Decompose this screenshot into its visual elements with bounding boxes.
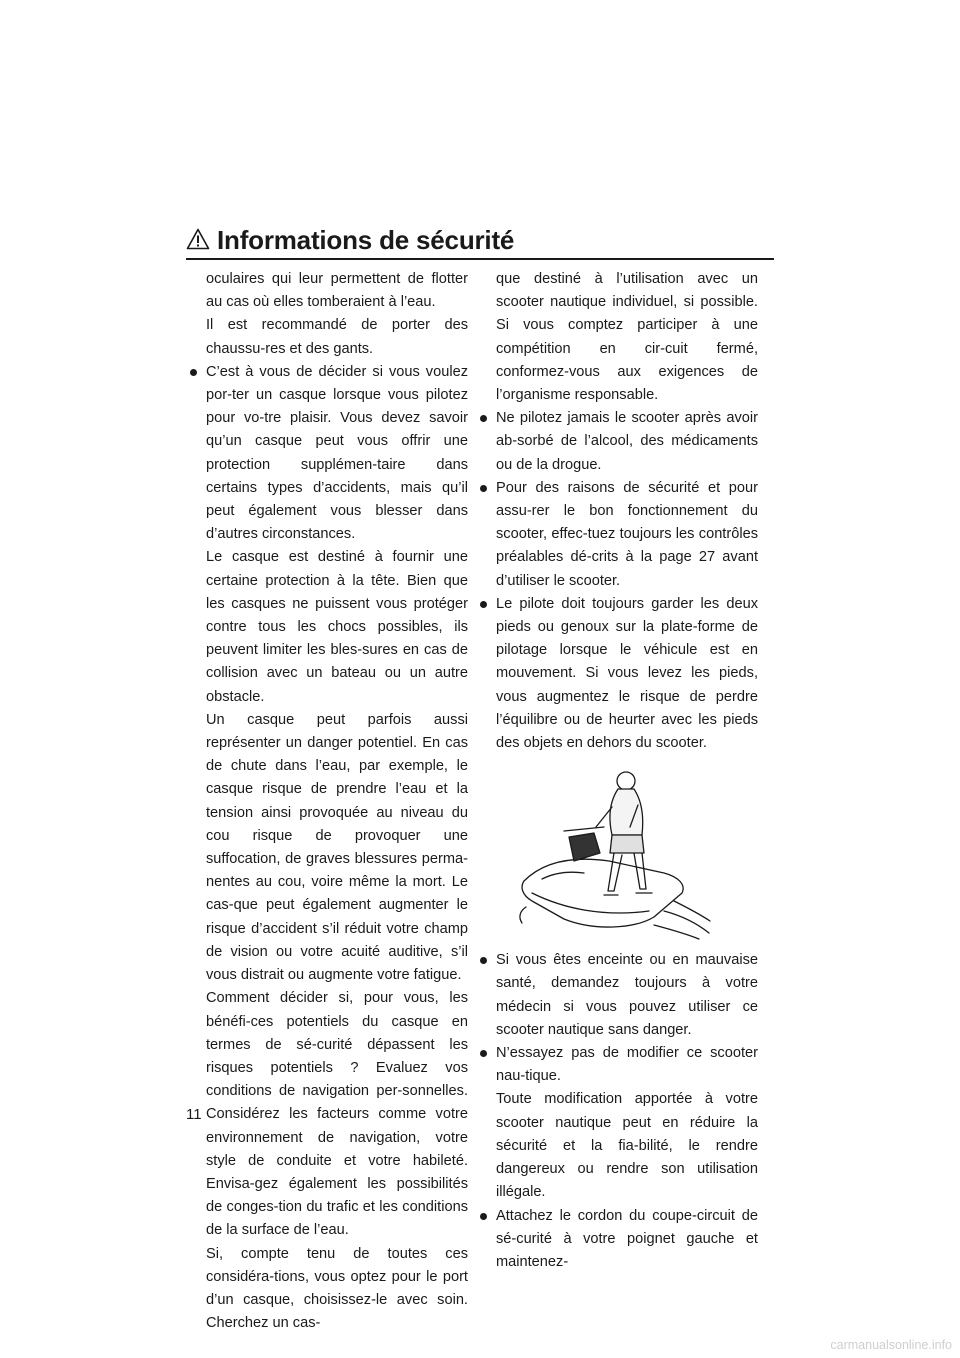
paragraph-text: Toute modification apportée à votre scooter nautique peut en réduire la sécurité et la fia-bilité, le rendre dangereux ou rendre son utilisation illégale. bbox=[496, 1091, 758, 1201]
bullet-item bbox=[480, 407, 758, 477]
footer-watermark: carmanualsonline.info bbox=[830, 1338, 952, 1352]
bullet-text: Ne pilotez jamais le scooter après avoir ab-sorbé de l’alcool, des médicaments ou de la drogue. bbox=[496, 410, 758, 473]
bullet-text: Pour des raisons de sécurité et pour assu-rer le bon fonctionnement du scooter, effec-tuez toujours les contrôles préalables dé-crits à la page 27 avant d’utiliser le scooter. bbox=[496, 479, 758, 589]
paragraph bbox=[190, 546, 468, 708]
header-rule bbox=[186, 258, 774, 260]
paragraph bbox=[190, 268, 468, 314]
jet-ski-rider-image bbox=[514, 761, 714, 941]
right-column-top bbox=[480, 268, 758, 755]
bullet-item bbox=[480, 1042, 758, 1088]
page-number: 11 bbox=[186, 1106, 202, 1123]
page-title: Informations de sécurité bbox=[217, 225, 515, 255]
bullet-item bbox=[480, 949, 758, 1042]
paragraph-text: Il est recommandé de porter des chaussu-res et des gants. bbox=[206, 317, 468, 357]
bullet-item bbox=[480, 1205, 758, 1275]
right-column-bottom bbox=[480, 949, 758, 1274]
paragraph bbox=[190, 709, 468, 987]
jet-ski-rider-illustration bbox=[514, 761, 714, 941]
paragraph-text: Comment décider si, pour vous, les bénéfi-ces potentiels du casque en termes de sé-curité dépassent les risques potentiels ? Evaluez vos conditions de navigation per-sonnelles. Considérez les facteurs comme votre environnement de navigation, votre style de conduite et votre habileté. Envisa-gez également les possibilités de conges-tion du trafic et les conditions de la surface de l’eau. bbox=[206, 990, 468, 1239]
paragraph bbox=[190, 314, 468, 360]
page-header bbox=[186, 225, 774, 259]
bullet-dot-icon bbox=[480, 957, 487, 964]
bullet-item bbox=[190, 361, 468, 547]
paragraph bbox=[190, 987, 468, 1242]
paragraph-text: Le casque est destiné à fournir une certaine protection à la tête. Bien que les casques ne puissent vous protéger contre tous les chocs possibles, ils peuvent limiter les bles-sures en cas de collision avec un bateau ou un autre obstacle. bbox=[206, 549, 468, 705]
right-column bbox=[480, 268, 758, 1274]
paragraph bbox=[480, 268, 758, 407]
paragraph bbox=[190, 1243, 468, 1336]
bullet-dot-icon bbox=[480, 415, 487, 422]
bullet-dot-icon bbox=[190, 369, 197, 376]
paragraph-text: Un casque peut parfois aussi représenter un danger potentiel. En cas de chute dans l’eau, par exemple, le casque risque de prendre l’eau et la tension ainsi provoquée au niveau du cou risque de provoquer une suffocation, de graves blessures perma-nentes au cou, voire même la mort. Le cas-que peut également augmenter le risque d’accident s’il réduit votre champ de vision ou votre acuité auditive, s’il vous distrait ou augmente votre fatigue. bbox=[206, 711, 468, 984]
paragraph-text: oculaires qui leur permettent de flotter au cas où elles tomberaient à l’eau. bbox=[206, 271, 468, 311]
bullet-dot-icon bbox=[480, 485, 487, 492]
bullet-text: N’essayez pas de modifier ce scooter nau-tique. bbox=[496, 1045, 758, 1085]
bullet-text: Le pilote doit toujours garder les deux pieds ou genoux sur la plate-forme de pilotage lorsque le véhicule est en mouvement. Si vous levez les pieds, vous augmentez le risque de perdre l’équilibre ou de heurter avec les pieds des objets en dehors du scooter. bbox=[496, 595, 758, 752]
paragraph-text: que destiné à l’utilisation avec un scooter nautique individuel, si possible. Si vous comptez participer à une compétition en cir-cuit fermé, conformez-vous aux exigences de l’organisme responsable. bbox=[496, 271, 758, 404]
bullet-item bbox=[480, 593, 758, 755]
left-column bbox=[190, 268, 468, 1335]
bullet-dot-icon bbox=[480, 601, 487, 608]
bullet-dot-icon bbox=[480, 1213, 487, 1220]
bullet-item bbox=[480, 477, 758, 593]
bullet-text: Si vous êtes enceinte ou en mauvaise santé, demandez toujours à votre médecin si vous pouvez utiliser ce scooter nautique sans danger. bbox=[496, 952, 758, 1038]
bullet-text: Attachez le cordon du coupe-circuit de sé-curité à votre poignet gauche et maintenez- bbox=[496, 1207, 758, 1270]
bullet-text: C’est à vous de décider si vous voulez por-ter un casque lorsque vous pilotez pour vo-tre plaisir. Vous devez savoir qu’un casque peut vous offrir une protection supplémen-taire dans certains types d’accidents, mais qu’il peut également vous blesser dans d’autres circonstances. bbox=[206, 363, 468, 543]
bullet-dot-icon bbox=[480, 1050, 487, 1057]
paragraph bbox=[480, 1088, 758, 1204]
paragraph-text: Si, compte tenu de toutes ces considéra-tions, vous optez pour le port d’un casque, choisissez-le avec soin. Cherchez un cas- bbox=[206, 1245, 468, 1332]
warning-triangle-icon bbox=[186, 228, 210, 250]
